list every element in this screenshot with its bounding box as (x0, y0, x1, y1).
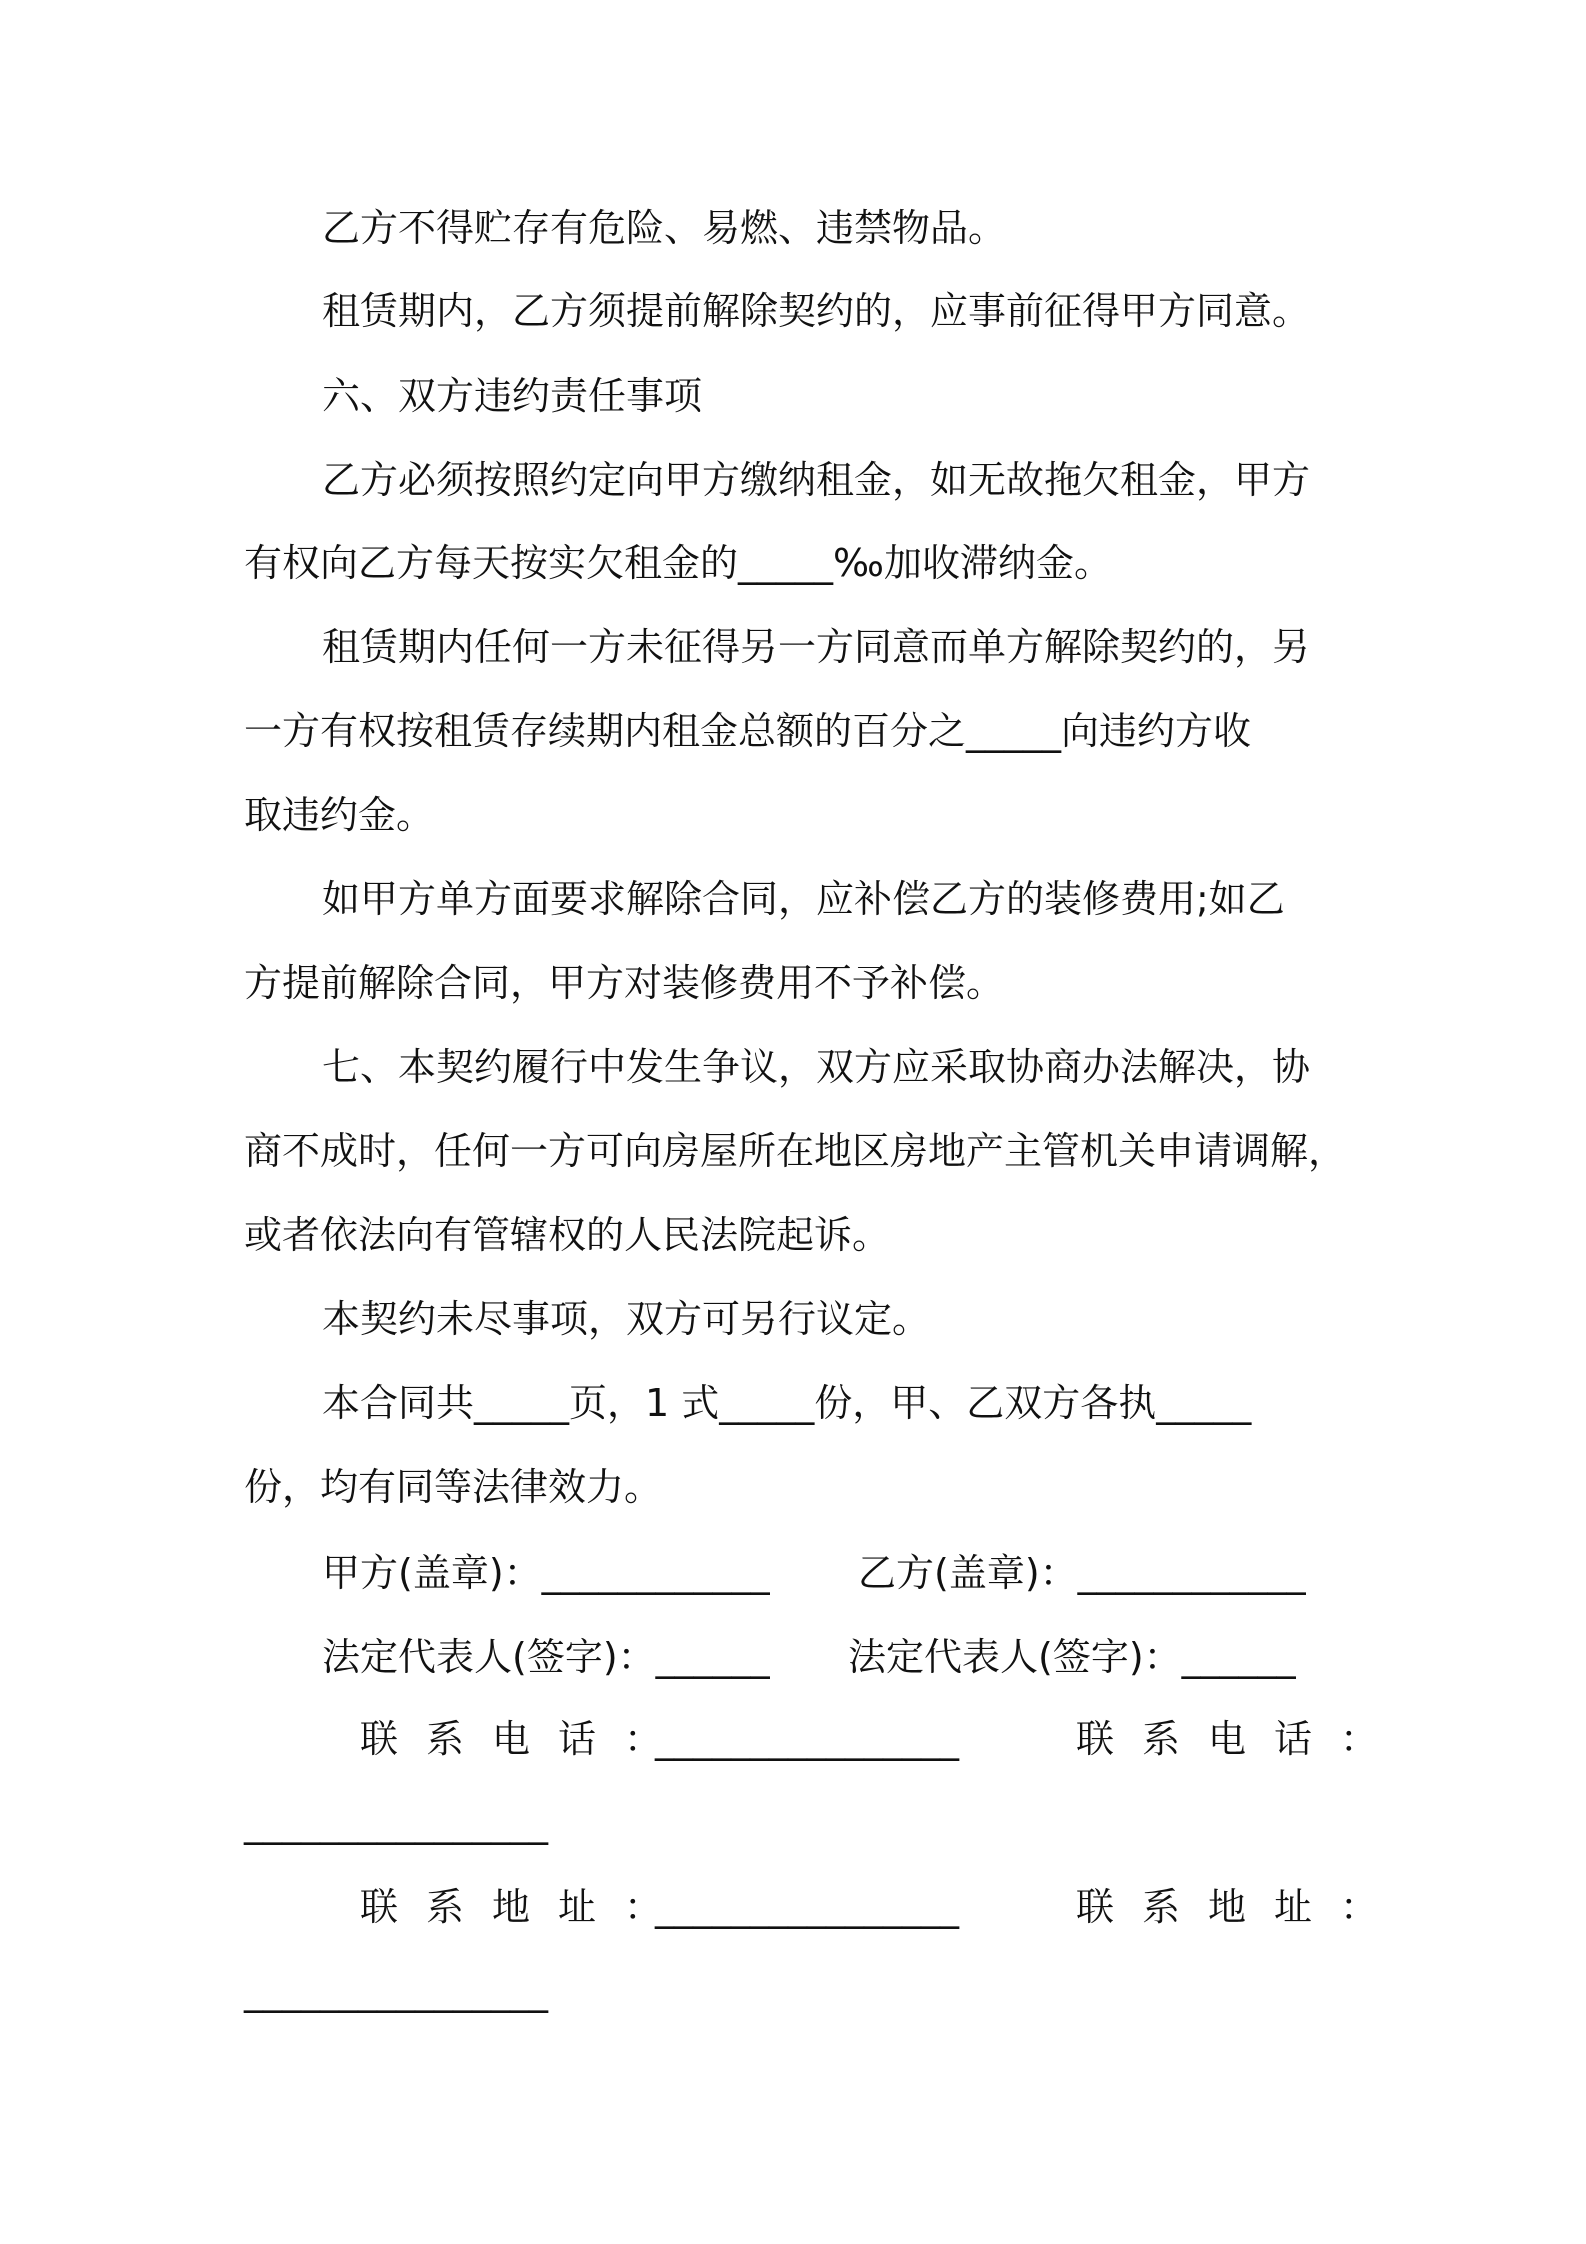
paragraph-copies-line1: 本合同共_____页，1 式_____份，甲、乙双方各执_____ (322, 1381, 1252, 1425)
party-b-representative-field: 法定代表人(签字)：______ (848, 1635, 1296, 1679)
party-b-phone-label: 联系电话： (1076, 1717, 1407, 1761)
section-heading-breach-liability: 六、双方违约责任事项 (322, 374, 703, 418)
paragraph-unilateral-termination-line1: 租赁期内任何一方未征得另一方同意而单方解除契约的，另 (322, 625, 1311, 669)
paragraph-early-termination: 租赁期内，乙方须提前解除契约的，应事前征得甲方同意。 (322, 289, 1311, 333)
paragraph-dispute-resolution-line1: 七、本契约履行中发生争议，双方应采取协商办法解决，协 (322, 1045, 1311, 1089)
paragraph-rent-payment-line1: 乙方必须按照约定向甲方缴纳租金，如无故拖欠租金，甲方 (322, 458, 1311, 502)
party-b-phone-blank: ________________ (244, 1801, 548, 1845)
party-a-seal-field: 甲方(盖章)：____________ (322, 1551, 770, 1595)
paragraph-unilateral-termination-line2: 一方有权按租赁存续期内租金总额的百分之_____向违约方收 (244, 709, 1252, 753)
paragraph-dispute-resolution-line3: 或者依法向有管辖权的人民法院起诉。 (244, 1213, 891, 1257)
paragraph-storage-restriction: 乙方不得贮存有危险、易燃、违禁物品。 (322, 206, 1007, 250)
party-a-address-blank: ________________ (655, 1885, 959, 1929)
party-a-representative-field: 法定代表人(签字)：______ (322, 1635, 770, 1679)
party-a-phone-label: 联系电话： (360, 1717, 691, 1761)
paragraph-renovation-compensation-line1: 如甲方单方面要求解除合同，应补偿乙方的装修费用;如乙 (322, 877, 1285, 921)
party-b-address-blank: ________________ (244, 1969, 548, 2013)
paragraph-other-matters: 本契约未尽事项，双方可另行议定。 (322, 1297, 931, 1341)
party-b-address-label: 联系地址： (1076, 1885, 1407, 1929)
paragraph-copies-line2: 份，均有同等法律效力。 (244, 1465, 663, 1509)
paragraph-renovation-compensation-line2: 方提前解除合同，甲方对装修费用不予补偿。 (244, 961, 1005, 1005)
paragraph-rent-payment-line2: 有权向乙方每天按实欠租金的_____‰加收滞纳金。 (244, 541, 1112, 585)
party-a-phone-blank: ________________ (655, 1717, 959, 1761)
paragraph-dispute-resolution-line2: 商不成时，任何一方可向房屋所在地区房地产主管机关申请调解， (244, 1129, 1347, 1173)
party-a-address-label: 联系地址： (360, 1885, 691, 1929)
party-b-seal-field: 乙方(盖章)：____________ (858, 1551, 1306, 1595)
paragraph-unilateral-termination-line3: 取违约金。 (244, 793, 435, 837)
